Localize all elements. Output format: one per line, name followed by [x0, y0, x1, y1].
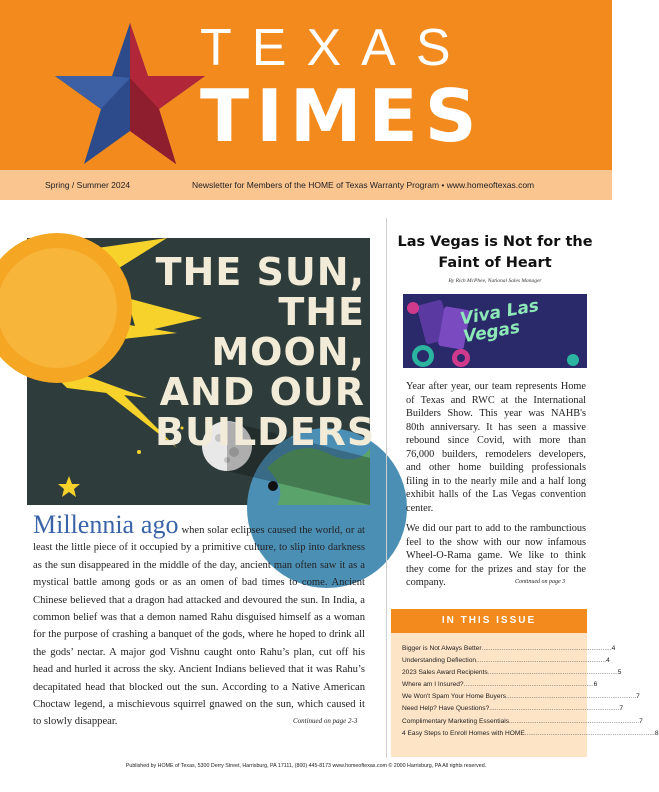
lead-dropcap: Millennia ago [33, 510, 179, 539]
toc-item[interactable]: Need Help? Have Questions? ....................................................................... 7 [402, 705, 623, 713]
texas-star-logo [50, 18, 210, 168]
side-continued-note: Continued on page 3 [515, 579, 566, 585]
toc-item[interactable]: Understanding Deflection ....................................................................... 4 [402, 657, 610, 665]
column-divider [386, 218, 387, 758]
toc-item[interactable]: 2023 Sales Award Recipients ....................................................................... 5 [402, 669, 622, 677]
lead-body-text: when solar eclipses caused the world, or at least the little piece of it occupied by a primitive culture, to slip into darkness as the sun disappeared in the middle of the day, ancient man often saw it as a mystical battle among gods or as an omen of bad times to come. Ancient Chinese believed that a dragon had attacked and devoured the sun. In India, a common belief was that a demon named Rahu disguised himself as a woman for the purpose of crashing a banquet of the gods, where he hoped to drink all the gods’ nectar. A major god Vishnu caught onto Rahu’s plan, cut off his head and hurled it across the sky. Ancient Indians believed that it was Rahu’s decapitated head that blocked out the sun. According to a Native American Choctaw legend, a mischievous squirrel gnawed on the sun, which caused it to slowly disappear. [33, 525, 365, 728]
issue-season: Spring / Summer 2024 [45, 180, 131, 190]
lead-article-body [33, 510, 365, 731]
table-of-contents [402, 643, 659, 740]
masthead-title-line1: TEXAS [200, 19, 471, 77]
viva-las-vegas-text: Viva Las Vegas [458, 295, 541, 348]
subheader-bar [0, 170, 612, 200]
viva-las-vegas-image [403, 294, 587, 368]
in-this-issue-heading: IN THIS ISSUE [391, 609, 587, 633]
hero-illustration [27, 238, 376, 505]
newsletter-tagline: Newsletter for Members of the HOME of Texas Warranty Program • www.homeoftexas.com [192, 180, 535, 190]
footer-publisher-info: Published by HOME of Texas, 5300 Derry Street, Harrisburg, PA 17111, (800) 445-8173 www.homeoftexas.com © 2000 Harrisburg, PA All rights reserved. [125, 763, 487, 769]
side-article-body [406, 380, 586, 597]
side-headline: Las Vegas is Not for the Faint of Heart [397, 234, 593, 271]
side-paragraph: Year after year, our team represents Home of Texas and RWC at the International Builders Show. This year was NAHB's 80th anniversary. It has seen a massive rebound since Covid, with more than 76,000 builders, remodelers developers, and other home building professionals filing in to the nearly mile and a half long exhibit halls of the Las Vegas convention center. [406, 381, 586, 514]
toc-item[interactable]: 4 Easy Steps to Enroll Homes with HOME ....................................................................... 8 [402, 729, 659, 737]
masthead-title-line2: TIMES [200, 74, 484, 158]
side-paragraph: We did our part to add to the rambunctious feel to the show with our now infamous Wheel-O-Rama game. We like to think they come for the prizes and stay for the company. [406, 523, 586, 588]
toc-item[interactable]: Complimentary Marketing Essentials ....................................................................... 7 [402, 717, 643, 725]
lead-continued-note: Continued on page 2-3 [293, 717, 358, 725]
toc-item[interactable]: Bigger is Not Always Better ....................................................................... 4 [402, 645, 616, 652]
toc-item[interactable]: We Won't Spam Your Home Buyers ....................................................................... 7 [402, 693, 640, 701]
toc-item[interactable]: Where am I Insured? ....................................................................... 6 [402, 681, 598, 689]
side-byline: By Rich McPhee, National Sales Manager [448, 278, 542, 284]
lead-headline: THE SUN, THE MOON, AND OUR BUILDERS [155, 250, 376, 454]
